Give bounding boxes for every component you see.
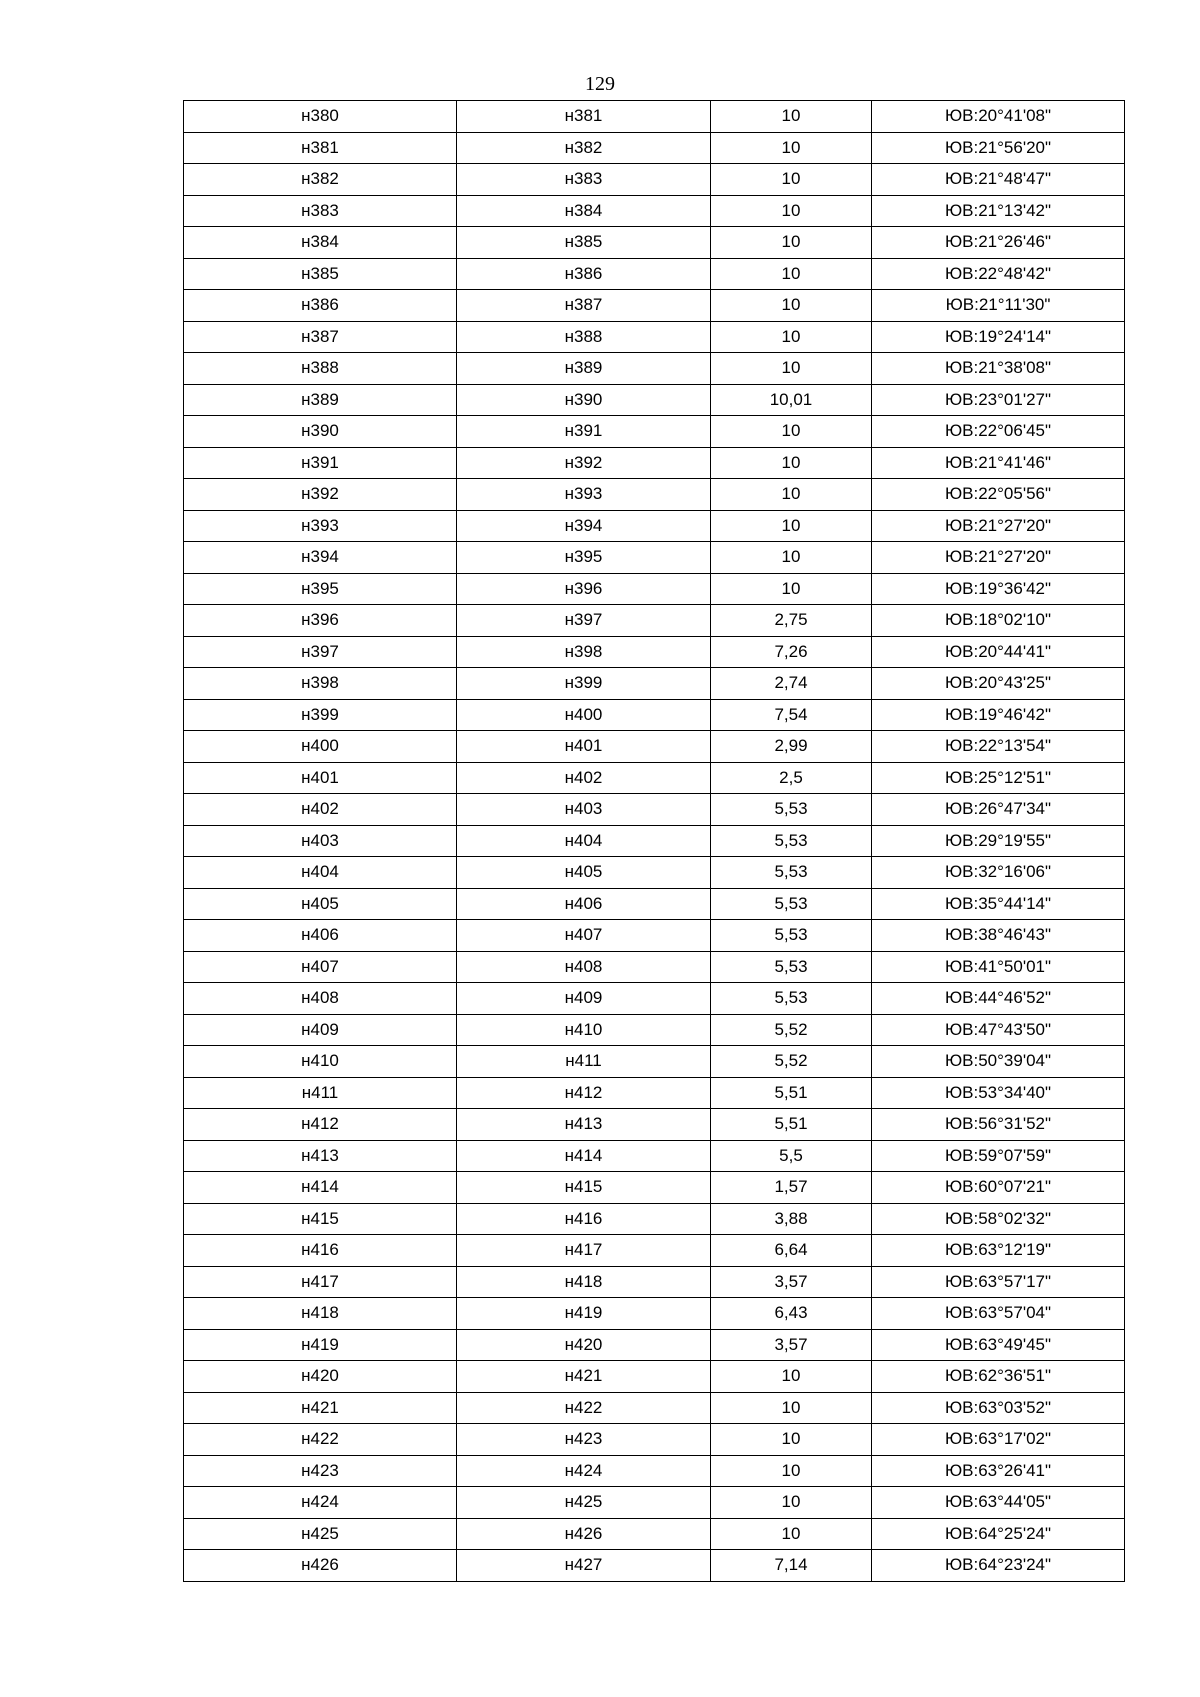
- bearing-cell: ЮВ:21°27'20": [872, 510, 1125, 542]
- table-row: [184, 1266, 1125, 1298]
- to-point-cell: н423: [457, 1424, 711, 1456]
- table-row: [184, 1361, 1125, 1393]
- distance-cell: 6,64: [711, 1235, 872, 1267]
- bearing-cell: ЮВ:23°01'27": [872, 384, 1125, 416]
- from-point-cell: н412: [184, 1109, 457, 1141]
- from-point-cell: н380: [184, 101, 457, 133]
- bearing-cell: ЮВ:63°26'41": [872, 1455, 1125, 1487]
- table-row: [184, 1424, 1125, 1456]
- distance-cell: 10: [711, 353, 872, 385]
- table-row: [184, 447, 1125, 479]
- to-point-cell: н426: [457, 1518, 711, 1550]
- to-point-cell: н424: [457, 1455, 711, 1487]
- table-row: [184, 1109, 1125, 1141]
- bearing-cell: ЮВ:21°26'46": [872, 227, 1125, 259]
- bearing-cell: ЮВ:21°48'47": [872, 164, 1125, 196]
- bearing-cell: ЮВ:50°39'04": [872, 1046, 1125, 1078]
- table-row: [184, 731, 1125, 763]
- from-point-cell: н415: [184, 1203, 457, 1235]
- distance-cell: 10,01: [711, 384, 872, 416]
- table-row: [184, 1329, 1125, 1361]
- distance-cell: 10: [711, 479, 872, 511]
- to-point-cell: н410: [457, 1014, 711, 1046]
- to-point-cell: н411: [457, 1046, 711, 1078]
- to-point-cell: н388: [457, 321, 711, 353]
- from-point-cell: н392: [184, 479, 457, 511]
- to-point-cell: н394: [457, 510, 711, 542]
- distance-cell: 10: [711, 101, 872, 133]
- from-point-cell: н396: [184, 605, 457, 637]
- bearing-cell: ЮВ:20°43'25": [872, 668, 1125, 700]
- bearing-cell: ЮВ:19°36'42": [872, 573, 1125, 605]
- distance-cell: 5,53: [711, 951, 872, 983]
- bearing-cell: ЮВ:20°41'08": [872, 101, 1125, 133]
- distance-cell: 10: [711, 132, 872, 164]
- table-row: [184, 132, 1125, 164]
- from-point-cell: н425: [184, 1518, 457, 1550]
- bearing-cell: ЮВ:21°11'30": [872, 290, 1125, 322]
- distance-cell: 7,14: [711, 1550, 872, 1582]
- distance-cell: 5,53: [711, 983, 872, 1015]
- to-point-cell: н425: [457, 1487, 711, 1519]
- table-row: [184, 1077, 1125, 1109]
- from-point-cell: н390: [184, 416, 457, 448]
- to-point-cell: н396: [457, 573, 711, 605]
- from-point-cell: н414: [184, 1172, 457, 1204]
- bearing-cell: ЮВ:19°24'14": [872, 321, 1125, 353]
- table-row: [184, 762, 1125, 794]
- distance-cell: 10: [711, 510, 872, 542]
- distance-cell: 2,5: [711, 762, 872, 794]
- table-row: [184, 258, 1125, 290]
- to-point-cell: н415: [457, 1172, 711, 1204]
- bearing-cell: ЮВ:53°34'40": [872, 1077, 1125, 1109]
- table-row: [184, 920, 1125, 952]
- from-point-cell: н384: [184, 227, 457, 259]
- distance-cell: 5,53: [711, 794, 872, 826]
- to-point-cell: н392: [457, 447, 711, 479]
- to-point-cell: н418: [457, 1266, 711, 1298]
- table-row: [184, 857, 1125, 889]
- bearing-cell: ЮВ:60°07'21": [872, 1172, 1125, 1204]
- from-point-cell: н417: [184, 1266, 457, 1298]
- table-row: [184, 542, 1125, 574]
- to-point-cell: н398: [457, 636, 711, 668]
- coordinates-table: [183, 100, 1125, 1582]
- from-point-cell: н397: [184, 636, 457, 668]
- distance-cell: 10: [711, 290, 872, 322]
- to-point-cell: н401: [457, 731, 711, 763]
- bearing-cell: ЮВ:21°27'20": [872, 542, 1125, 574]
- distance-cell: 5,51: [711, 1077, 872, 1109]
- bearing-cell: ЮВ:59°07'59": [872, 1140, 1125, 1172]
- bearing-cell: ЮВ:29°19'55": [872, 825, 1125, 857]
- distance-cell: 5,53: [711, 825, 872, 857]
- distance-cell: 10: [711, 321, 872, 353]
- to-point-cell: н389: [457, 353, 711, 385]
- table-row: [184, 1203, 1125, 1235]
- to-point-cell: н390: [457, 384, 711, 416]
- distance-cell: 10: [711, 164, 872, 196]
- distance-cell: 10: [711, 1361, 872, 1393]
- table-row: [184, 1392, 1125, 1424]
- to-point-cell: н387: [457, 290, 711, 322]
- from-point-cell: н423: [184, 1455, 457, 1487]
- distance-cell: 10: [711, 1455, 872, 1487]
- from-point-cell: н382: [184, 164, 457, 196]
- bearing-cell: ЮВ:63°57'17": [872, 1266, 1125, 1298]
- bearing-cell: ЮВ:63°12'19": [872, 1235, 1125, 1267]
- distance-cell: 10: [711, 258, 872, 290]
- distance-cell: 2,74: [711, 668, 872, 700]
- table-row: [184, 321, 1125, 353]
- table-row: [184, 825, 1125, 857]
- table-row: [184, 290, 1125, 322]
- distance-cell: 10: [711, 542, 872, 574]
- distance-cell: 7,54: [711, 699, 872, 731]
- table-row: [184, 1487, 1125, 1519]
- table-row: [184, 1298, 1125, 1330]
- table-row: [184, 101, 1125, 133]
- to-point-cell: н406: [457, 888, 711, 920]
- to-point-cell: н381: [457, 101, 711, 133]
- table-row: [184, 636, 1125, 668]
- distance-cell: 6,43: [711, 1298, 872, 1330]
- from-point-cell: н386: [184, 290, 457, 322]
- table-row: [184, 384, 1125, 416]
- table-row: [184, 1235, 1125, 1267]
- to-point-cell: н385: [457, 227, 711, 259]
- from-point-cell: н402: [184, 794, 457, 826]
- table-row: [184, 1140, 1125, 1172]
- distance-cell: 10: [711, 1487, 872, 1519]
- to-point-cell: н395: [457, 542, 711, 574]
- distance-cell: 10: [711, 447, 872, 479]
- to-point-cell: н417: [457, 1235, 711, 1267]
- bearing-cell: ЮВ:35°44'14": [872, 888, 1125, 920]
- from-point-cell: н387: [184, 321, 457, 353]
- bearing-cell: ЮВ:21°41'46": [872, 447, 1125, 479]
- bearing-cell: ЮВ:21°56'20": [872, 132, 1125, 164]
- distance-cell: 10: [711, 1392, 872, 1424]
- table-row: [184, 195, 1125, 227]
- bearing-cell: ЮВ:41°50'01": [872, 951, 1125, 983]
- bearing-cell: ЮВ:63°49'45": [872, 1329, 1125, 1361]
- to-point-cell: н397: [457, 605, 711, 637]
- distance-cell: 5,52: [711, 1046, 872, 1078]
- table-row: [184, 416, 1125, 448]
- from-point-cell: н407: [184, 951, 457, 983]
- distance-cell: 1,57: [711, 1172, 872, 1204]
- bearing-cell: ЮВ:64°23'24": [872, 1550, 1125, 1582]
- table-row: [184, 573, 1125, 605]
- table-row: [184, 353, 1125, 385]
- to-point-cell: н407: [457, 920, 711, 952]
- from-point-cell: н385: [184, 258, 457, 290]
- distance-cell: 3,88: [711, 1203, 872, 1235]
- from-point-cell: н426: [184, 1550, 457, 1582]
- from-point-cell: н406: [184, 920, 457, 952]
- table-row: [184, 699, 1125, 731]
- page-number: 129: [585, 73, 615, 95]
- bearing-cell: ЮВ:47°43'50": [872, 1014, 1125, 1046]
- distance-cell: 5,53: [711, 857, 872, 889]
- table-row: [184, 1014, 1125, 1046]
- from-point-cell: н383: [184, 195, 457, 227]
- coordinates-table-body: [184, 101, 1125, 1582]
- bearing-cell: ЮВ:32°16'06": [872, 857, 1125, 889]
- bearing-cell: ЮВ:62°36'51": [872, 1361, 1125, 1393]
- table-row: [184, 668, 1125, 700]
- bearing-cell: ЮВ:22°05'56": [872, 479, 1125, 511]
- from-point-cell: н416: [184, 1235, 457, 1267]
- table-row: [184, 510, 1125, 542]
- distance-cell: 10: [711, 1424, 872, 1456]
- from-point-cell: н401: [184, 762, 457, 794]
- to-point-cell: н409: [457, 983, 711, 1015]
- bearing-cell: ЮВ:64°25'24": [872, 1518, 1125, 1550]
- bearing-cell: ЮВ:26°47'34": [872, 794, 1125, 826]
- to-point-cell: н399: [457, 668, 711, 700]
- table-row: [184, 951, 1125, 983]
- from-point-cell: н413: [184, 1140, 457, 1172]
- to-point-cell: н414: [457, 1140, 711, 1172]
- table-row: [184, 1172, 1125, 1204]
- bearing-cell: ЮВ:63°03'52": [872, 1392, 1125, 1424]
- table-row: [184, 888, 1125, 920]
- distance-cell: 5,51: [711, 1109, 872, 1141]
- to-point-cell: н422: [457, 1392, 711, 1424]
- to-point-cell: н391: [457, 416, 711, 448]
- distance-cell: 3,57: [711, 1266, 872, 1298]
- to-point-cell: н420: [457, 1329, 711, 1361]
- from-point-cell: н393: [184, 510, 457, 542]
- to-point-cell: н403: [457, 794, 711, 826]
- table-row: [184, 1046, 1125, 1078]
- from-point-cell: н391: [184, 447, 457, 479]
- from-point-cell: н400: [184, 731, 457, 763]
- from-point-cell: н388: [184, 353, 457, 385]
- bearing-cell: ЮВ:44°46'52": [872, 983, 1125, 1015]
- to-point-cell: н400: [457, 699, 711, 731]
- table-row: [184, 605, 1125, 637]
- to-point-cell: н416: [457, 1203, 711, 1235]
- bearing-cell: ЮВ:25°12'51": [872, 762, 1125, 794]
- distance-cell: 7,26: [711, 636, 872, 668]
- from-point-cell: н381: [184, 132, 457, 164]
- to-point-cell: н405: [457, 857, 711, 889]
- table-row: [184, 479, 1125, 511]
- bearing-cell: ЮВ:22°13'54": [872, 731, 1125, 763]
- distance-cell: 2,99: [711, 731, 872, 763]
- bearing-cell: ЮВ:19°46'42": [872, 699, 1125, 731]
- distance-cell: 10: [711, 416, 872, 448]
- distance-cell: 10: [711, 1518, 872, 1550]
- distance-cell: 5,5: [711, 1140, 872, 1172]
- to-point-cell: н421: [457, 1361, 711, 1393]
- to-point-cell: н402: [457, 762, 711, 794]
- bearing-cell: ЮВ:21°38'08": [872, 353, 1125, 385]
- table-row: [184, 1518, 1125, 1550]
- from-point-cell: н418: [184, 1298, 457, 1330]
- from-point-cell: н389: [184, 384, 457, 416]
- from-point-cell: н420: [184, 1361, 457, 1393]
- bearing-cell: ЮВ:56°31'52": [872, 1109, 1125, 1141]
- table-row: [184, 983, 1125, 1015]
- to-point-cell: н393: [457, 479, 711, 511]
- from-point-cell: н408: [184, 983, 457, 1015]
- bearing-cell: ЮВ:38°46'43": [872, 920, 1125, 952]
- bearing-cell: ЮВ:63°44'05": [872, 1487, 1125, 1519]
- to-point-cell: н404: [457, 825, 711, 857]
- to-point-cell: н382: [457, 132, 711, 164]
- distance-cell: 5,53: [711, 920, 872, 952]
- from-point-cell: н405: [184, 888, 457, 920]
- from-point-cell: н395: [184, 573, 457, 605]
- from-point-cell: н422: [184, 1424, 457, 1456]
- distance-cell: 5,52: [711, 1014, 872, 1046]
- from-point-cell: н424: [184, 1487, 457, 1519]
- table-row: [184, 1455, 1125, 1487]
- from-point-cell: н399: [184, 699, 457, 731]
- from-point-cell: н409: [184, 1014, 457, 1046]
- table-row: [184, 164, 1125, 196]
- to-point-cell: н419: [457, 1298, 711, 1330]
- to-point-cell: н384: [457, 195, 711, 227]
- from-point-cell: н421: [184, 1392, 457, 1424]
- bearing-cell: ЮВ:21°13'42": [872, 195, 1125, 227]
- from-point-cell: н419: [184, 1329, 457, 1361]
- table-row: [184, 794, 1125, 826]
- distance-cell: 2,75: [711, 605, 872, 637]
- from-point-cell: н410: [184, 1046, 457, 1078]
- to-point-cell: н386: [457, 258, 711, 290]
- bearing-cell: ЮВ:20°44'41": [872, 636, 1125, 668]
- distance-cell: 10: [711, 195, 872, 227]
- from-point-cell: н411: [184, 1077, 457, 1109]
- bearing-cell: ЮВ:63°57'04": [872, 1298, 1125, 1330]
- from-point-cell: н394: [184, 542, 457, 574]
- bearing-cell: ЮВ:22°06'45": [872, 416, 1125, 448]
- table-row: [184, 1550, 1125, 1582]
- to-point-cell: н412: [457, 1077, 711, 1109]
- distance-cell: 3,57: [711, 1329, 872, 1361]
- to-point-cell: н408: [457, 951, 711, 983]
- from-point-cell: н404: [184, 857, 457, 889]
- bearing-cell: ЮВ:18°02'10": [872, 605, 1125, 637]
- to-point-cell: н427: [457, 1550, 711, 1582]
- from-point-cell: н403: [184, 825, 457, 857]
- bearing-cell: ЮВ:22°48'42": [872, 258, 1125, 290]
- to-point-cell: н413: [457, 1109, 711, 1141]
- bearing-cell: ЮВ:58°02'32": [872, 1203, 1125, 1235]
- distance-cell: 10: [711, 227, 872, 259]
- from-point-cell: н398: [184, 668, 457, 700]
- table-row: [184, 227, 1125, 259]
- distance-cell: 10: [711, 573, 872, 605]
- bearing-cell: ЮВ:63°17'02": [872, 1424, 1125, 1456]
- distance-cell: 5,53: [711, 888, 872, 920]
- to-point-cell: н383: [457, 164, 711, 196]
